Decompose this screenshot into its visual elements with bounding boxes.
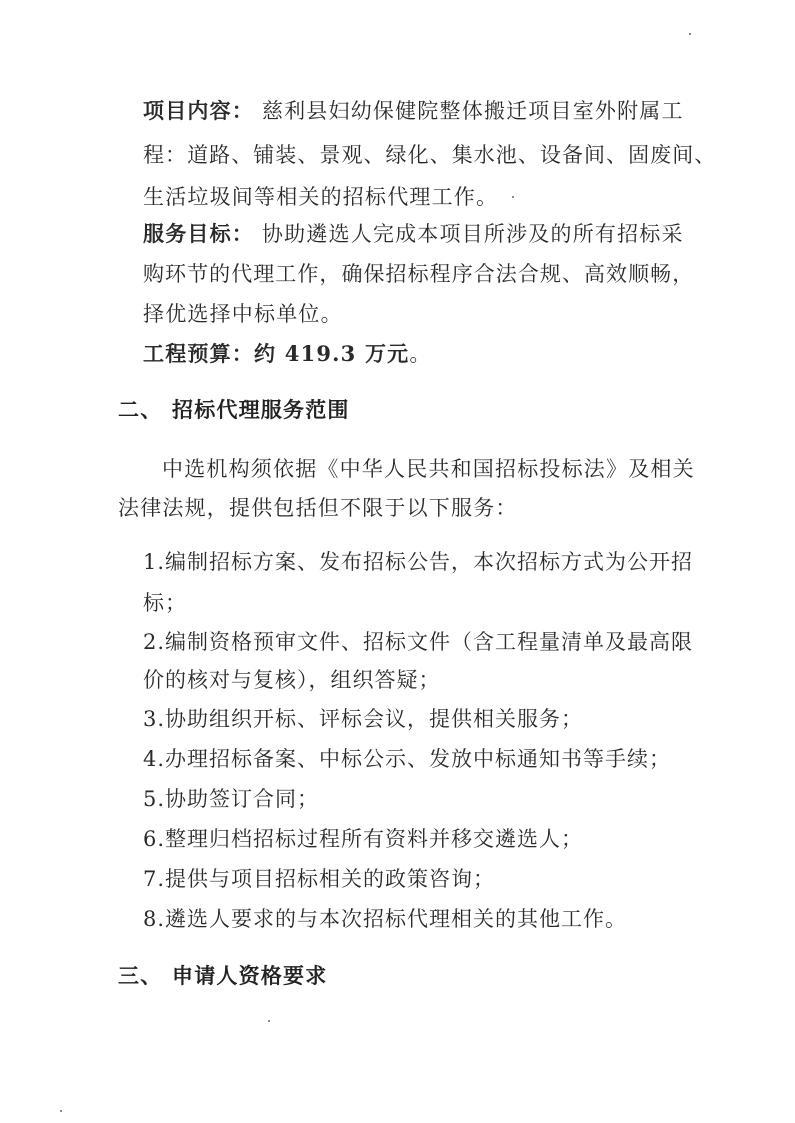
list-item-1a: 1.编制招标方案、发布招标公告，本次招标方式为公开招 bbox=[143, 550, 694, 574]
list-item-8: 8.遴选人要求的与本次招标代理相关的其他工作。 bbox=[143, 907, 628, 931]
project-content-line-2: 程：道路、铺装、景观、绿化、集水池、设备间、固废间、 bbox=[143, 143, 717, 167]
project-content-line-3: 生活垃圾间等相关的招标代理工作。 bbox=[143, 185, 499, 209]
service-goal-line-3: 择优选择中标单位。 bbox=[143, 302, 343, 326]
budget-value: 约 419.3 万元 bbox=[254, 341, 410, 366]
section-2-title: 招标代理服务范围 bbox=[172, 398, 350, 422]
budget-line bbox=[143, 340, 432, 368]
section-3-number: 三、 bbox=[118, 964, 163, 988]
scan-speck bbox=[512, 196, 514, 198]
budget-end: 。 bbox=[409, 342, 432, 366]
list-item-3: 3.协助组织开标、评标会议，提供相关服务； bbox=[143, 707, 584, 731]
intro-line-2: 法律法规，提供包括但不限于以下服务： bbox=[118, 496, 518, 520]
section-3-title: 申请人资格要求 bbox=[172, 964, 328, 988]
list-item-6: 6.整理归档招标过程所有资料并移交遴选人； bbox=[143, 827, 584, 851]
project-content-text: 慈利县妇幼保健院整体搬迁项目室外附属工 bbox=[261, 99, 684, 123]
service-goal-text: 协助遴选人完成本项目所涉及的所有招标采 bbox=[261, 222, 684, 246]
budget-label: 工程预算： bbox=[143, 341, 254, 366]
list-item-2b: 价的核对与复核），组织答疑； bbox=[143, 668, 441, 692]
section-2-heading bbox=[118, 396, 350, 424]
scan-speck bbox=[268, 1020, 270, 1022]
list-item-5: 5.协助签订合同； bbox=[143, 787, 320, 811]
section-2-number: 二、 bbox=[118, 398, 163, 422]
section-3-heading bbox=[118, 962, 327, 990]
list-item-4: 4.办理招标备案、中标公示、发放中标通知书等手续； bbox=[143, 747, 672, 771]
intro-line-1: 中选机构须依据《中华人民共和国招标投标法》及相关 bbox=[162, 457, 695, 481]
list-item-1b: 标； bbox=[143, 591, 187, 615]
service-goal-line-1 bbox=[143, 220, 684, 248]
service-goal-label: 服务目标： bbox=[143, 221, 254, 246]
list-item-2a: 2.编制资格预审文件、招标文件（含工程量清单及最高限 bbox=[143, 630, 694, 654]
list-item-7: 7.提供与项目招标相关的政策咨询； bbox=[143, 867, 496, 891]
scan-speck bbox=[60, 1110, 62, 1112]
service-goal-line-2: 购环节的代理工作，确保招标程序合法合规、高效顺畅， bbox=[143, 262, 695, 286]
scan-speck bbox=[689, 33, 691, 35]
project-content-line-1 bbox=[143, 97, 684, 125]
project-content-label: 项目内容： bbox=[143, 98, 254, 123]
